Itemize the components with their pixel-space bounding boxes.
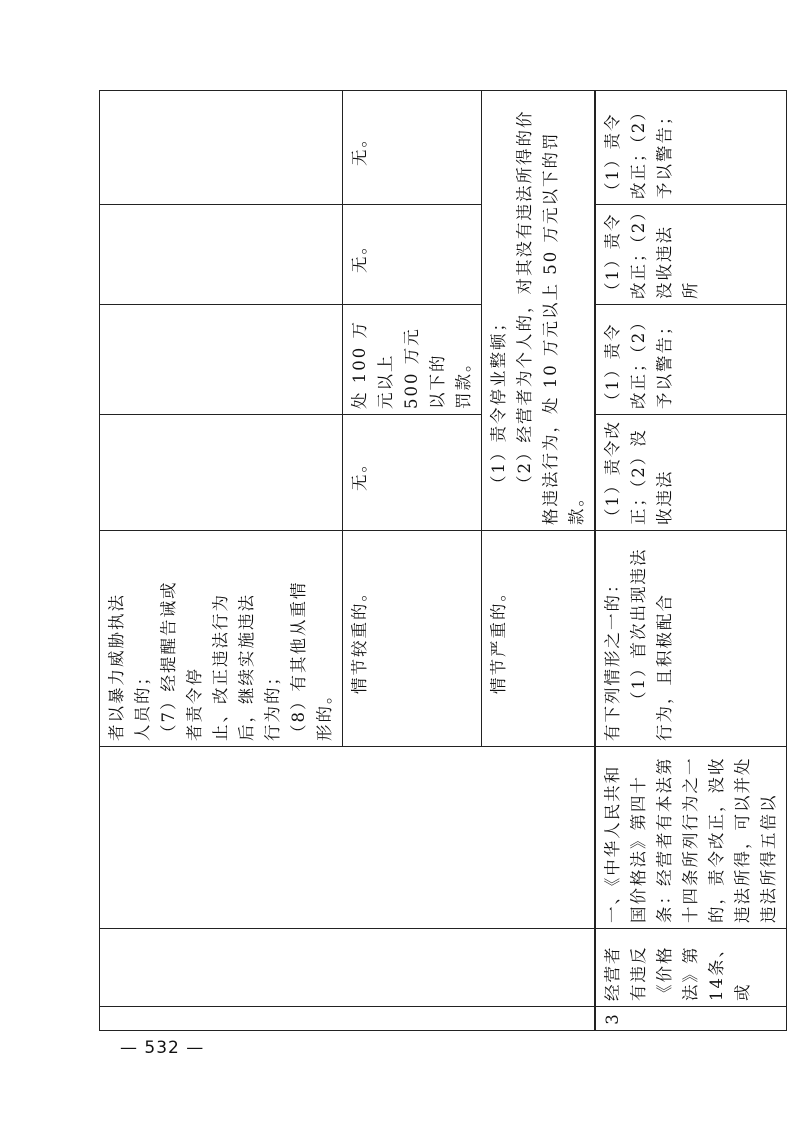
penalty-cell-4 [100, 91, 343, 205]
row3-penalty-3: （1）责令改正；（2）没收违法所 [595, 205, 787, 305]
item-cell-prev [100, 929, 596, 1007]
severe-penalty-3: 无。 [343, 205, 482, 305]
severe-penalty-4: 无。 [343, 91, 482, 205]
table-row [595, 91, 787, 1031]
penalty-cell-2 [100, 305, 343, 415]
page-number: — 532 — [120, 1038, 205, 1058]
penalty-cell-1 [100, 415, 343, 531]
row-number: 3 [595, 1007, 787, 1031]
severe-label: 情节较重的。 [343, 531, 482, 747]
description-cell: 者以暴力威胁执法 人员的； （7）经提醒告诫或 者责令停 止、改正违法行为 后，继续实施违法 行为的； （8）有其他从重情 形的。 [100, 531, 343, 747]
penalty-standard-table [99, 90, 787, 1031]
severe-penalty-1: 无。 [343, 415, 482, 531]
condition-cell: 有下列情形之一的： （1）首次出现违法行为，且积极配合 [595, 531, 787, 747]
penalty-cell-3 [100, 205, 343, 305]
severe-penalty-2: 处 100 万 元以上 500 万元 以下的 罚款。 [343, 305, 482, 415]
item-cell: 经营者有违反《价格法》第14条、或 [595, 929, 787, 1007]
very-severe-label: 情节严重的。 [482, 531, 596, 747]
basis-cell-prev [100, 747, 596, 929]
rotated-table-wrapper [99, 91, 778, 1031]
very-severe-penalty: （1）责令停业整顿； （2）经营者为个人的，对其没有违法所得的价格违法行为，处 10 万元以上 50 万元以下的罚款。 [482, 91, 596, 531]
table-row [100, 91, 343, 1031]
number-cell-prev [100, 1007, 596, 1031]
row3-penalty-4: （1）责令改正；（2）予以警告； [595, 91, 787, 205]
legal-basis-cell: 一、《中华人民共和国价格法》第四十条：经营者有本法第十四条所列行为之一的，责令改正，没收违法所得，可以并处违法所得五倍以 [595, 747, 787, 929]
row3-penalty-1: （1）责令改正；（2）没收违法 [595, 415, 787, 531]
row3-penalty-2: （1）责令改正；（2）予以警告； [595, 305, 787, 415]
